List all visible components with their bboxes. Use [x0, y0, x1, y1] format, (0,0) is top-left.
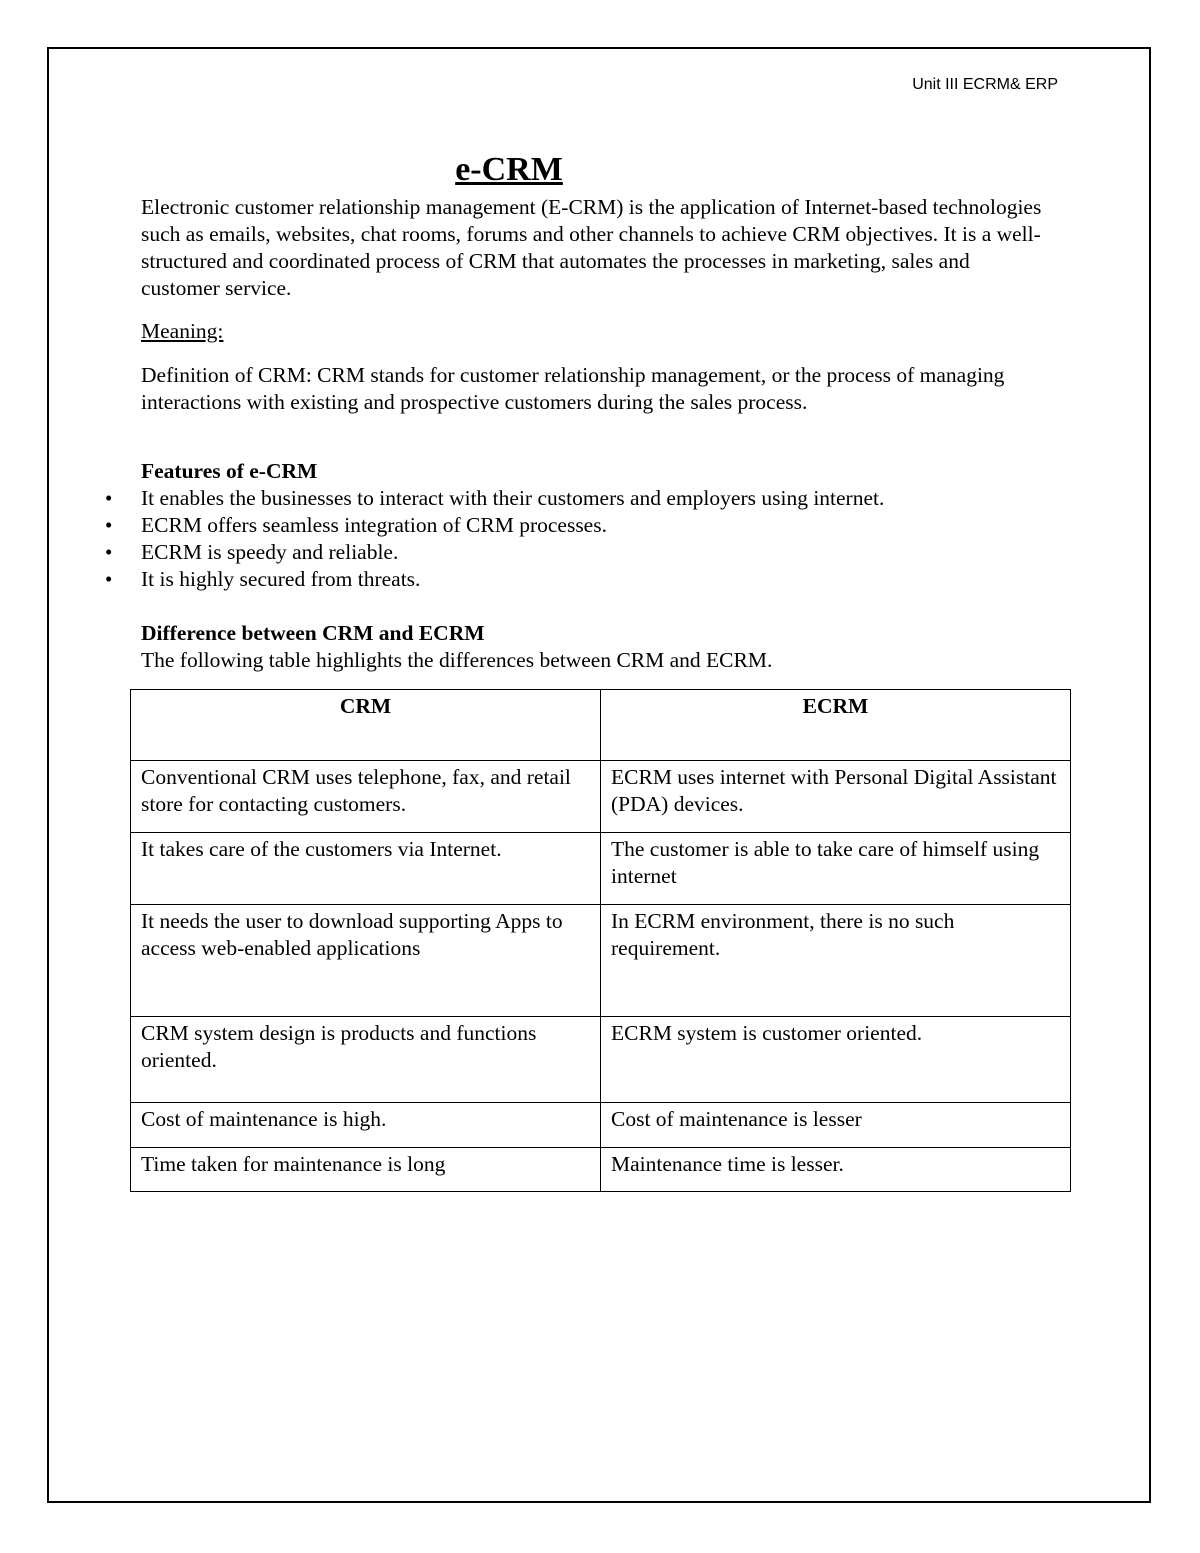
- table-cell: Cost of maintenance is lesser: [601, 1103, 1071, 1148]
- running-header: Unit III ECRM& ERP: [912, 76, 1058, 93]
- table-row: [131, 833, 1071, 905]
- table-cell: The customer is able to take care of himself using internet: [601, 833, 1071, 905]
- list-item: [105, 512, 1071, 539]
- table-cell: Cost of maintenance is high.: [131, 1103, 601, 1148]
- column-header-ecrm: ECRM: [601, 690, 1071, 761]
- table-row: [131, 905, 1071, 1017]
- table-cell: In ECRM environment, there is no such requirement.: [601, 905, 1071, 1017]
- list-item: [105, 485, 1071, 512]
- table-cell: ECRM system is customer oriented.: [601, 1017, 1071, 1103]
- intro-paragraph: Electronic customer relationship management (E-CRM) is the application of Internet-based technologies such as emails, websites, chat rooms, forums and other channels to achieve CRM objectives. It is a well-structured and coordinated process of CRM that automates the processes in marketing, sales and customer service.: [141, 195, 1042, 300]
- table-cell: ECRM uses internet with Personal Digital Assistant (PDA) devices.: [601, 761, 1071, 833]
- column-header-crm: CRM: [131, 690, 601, 761]
- bullet-icon: •: [105, 513, 113, 537]
- table-cell: Maintenance time is lesser.: [601, 1148, 1071, 1192]
- list-item-text: ECRM is speedy and reliable.: [141, 540, 399, 564]
- difference-heading: Difference between CRM and ECRM: [141, 621, 485, 645]
- bullet-icon: •: [105, 540, 113, 564]
- definition-paragraph: Definition of CRM: CRM stands for customer relationship management, or the process of managing interactions with existing and prospective customers during the sales process.: [141, 363, 1005, 414]
- table-cell: CRM system design is products and functions oriented.: [131, 1017, 601, 1103]
- page-title: e-CRM: [455, 151, 563, 188]
- features-heading: Features of e-CRM: [141, 459, 318, 483]
- table-cell: It takes care of the customers via Internet.: [131, 833, 601, 905]
- bullet-icon: •: [105, 486, 113, 510]
- table-row: [131, 1103, 1071, 1148]
- list-item: [105, 566, 1071, 593]
- table-row: [131, 1017, 1071, 1103]
- table-header-row: [131, 690, 1071, 761]
- difference-intro: The following table highlights the differences between CRM and ECRM.: [141, 648, 773, 672]
- table-row: [131, 761, 1071, 833]
- document-body: [105, 148, 1071, 674]
- features-list: [105, 485, 1071, 593]
- table-row: [131, 1148, 1071, 1192]
- list-item: [105, 539, 1071, 566]
- comparison-table: [130, 689, 1071, 1192]
- table-cell: Time taken for maintenance is long: [131, 1148, 601, 1192]
- table-cell: Conventional CRM uses telephone, fax, and retail store for contacting customers.: [131, 761, 601, 833]
- list-item-text: ECRM offers seamless integration of CRM processes.: [141, 513, 607, 537]
- meaning-heading: Meaning:: [141, 319, 224, 343]
- table-cell: It needs the user to download supporting Apps to access web-enabled applications: [131, 905, 601, 1017]
- list-item-text: It is highly secured from threats.: [141, 567, 421, 591]
- bullet-icon: •: [105, 567, 113, 591]
- list-item-text: It enables the businesses to interact with their customers and employers using internet.: [141, 486, 885, 510]
